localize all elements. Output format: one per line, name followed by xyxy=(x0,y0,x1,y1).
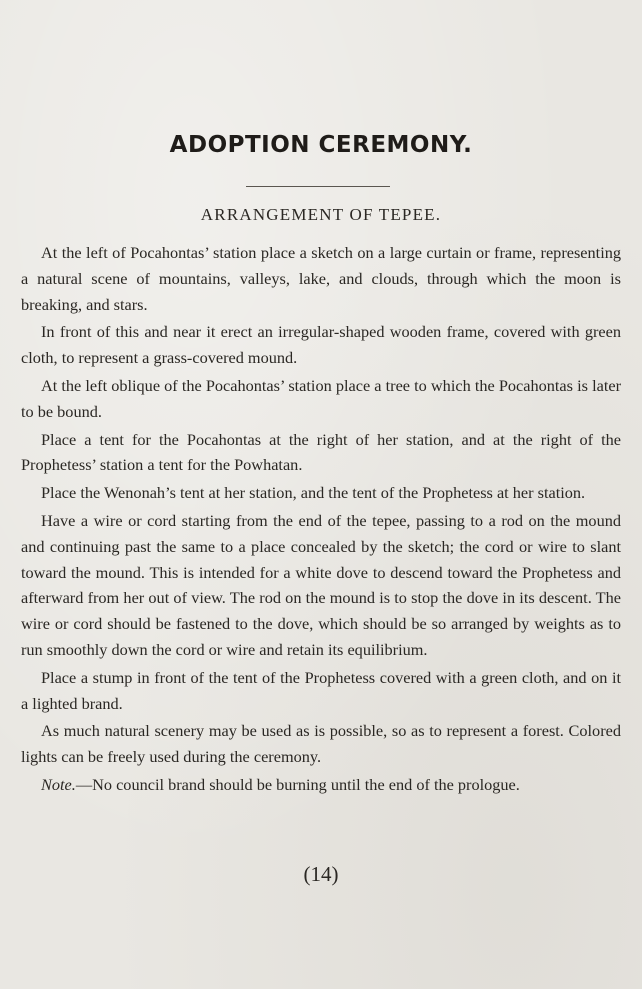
note-text: —No council brand should be burning until the end of the prologue. xyxy=(75,774,520,794)
paragraph: Place the Wenonah’s tent at her station, and the tent of the Prophetess at her station. xyxy=(41,483,586,503)
paragraph: Have a wire or cord starting from the end of the tepee, passing to a rod on the mound and continuing past the same to a place concealed by the sketch; the cord or wire to slant toward the mound. This is intended for a white dove to descend toward the Prophetess and afterward from her out of view. The rod on the mound is to stop the dove in its descent. The wire or cord should be fastened to the dove, which should be so arranged by weights as to run smoothly down the cord or wire and retain its equilibrium. xyxy=(21,510,621,659)
paragraph: Place a tent for the Pocahontas at the right of her station, and at the right of the Prophetess’ station a tent for the Powhatan. xyxy=(21,429,621,475)
body-text xyxy=(21,240,621,800)
note-label: Note. xyxy=(41,774,76,794)
paragraph: As much natural scenery may be used as is possible, so as to represent a forest. Colored lights can be freely used during the ceremony. xyxy=(21,721,621,767)
section-subtitle: ARRANGEMENT OF TEPEE. xyxy=(200,205,442,224)
title-divider xyxy=(246,186,390,187)
paragraph: At the left oblique of the Pocahontas’ station place a tree to which the Pocahontas is later to be bound. xyxy=(21,375,621,421)
note-paragraph xyxy=(21,772,621,798)
paragraph: At the left of Pocahontas’ station place a sketch on a large curtain or frame, representing a natural scene of mountains, valleys, lake, and clouds, through which the moon is breaking, and stars. xyxy=(21,243,621,314)
page-title: ADOPTION CEREMONY. xyxy=(169,132,473,158)
paragraph: In front of this and near it erect an irregular-shaped wooden frame, covered with green cloth, to represent a grass-covered mound. xyxy=(21,322,621,368)
page-number: (14) xyxy=(303,862,339,886)
paragraph: Place a stump in front of the tent of the Prophetess covered with a green cloth, and on it a lighted brand. xyxy=(21,667,621,713)
